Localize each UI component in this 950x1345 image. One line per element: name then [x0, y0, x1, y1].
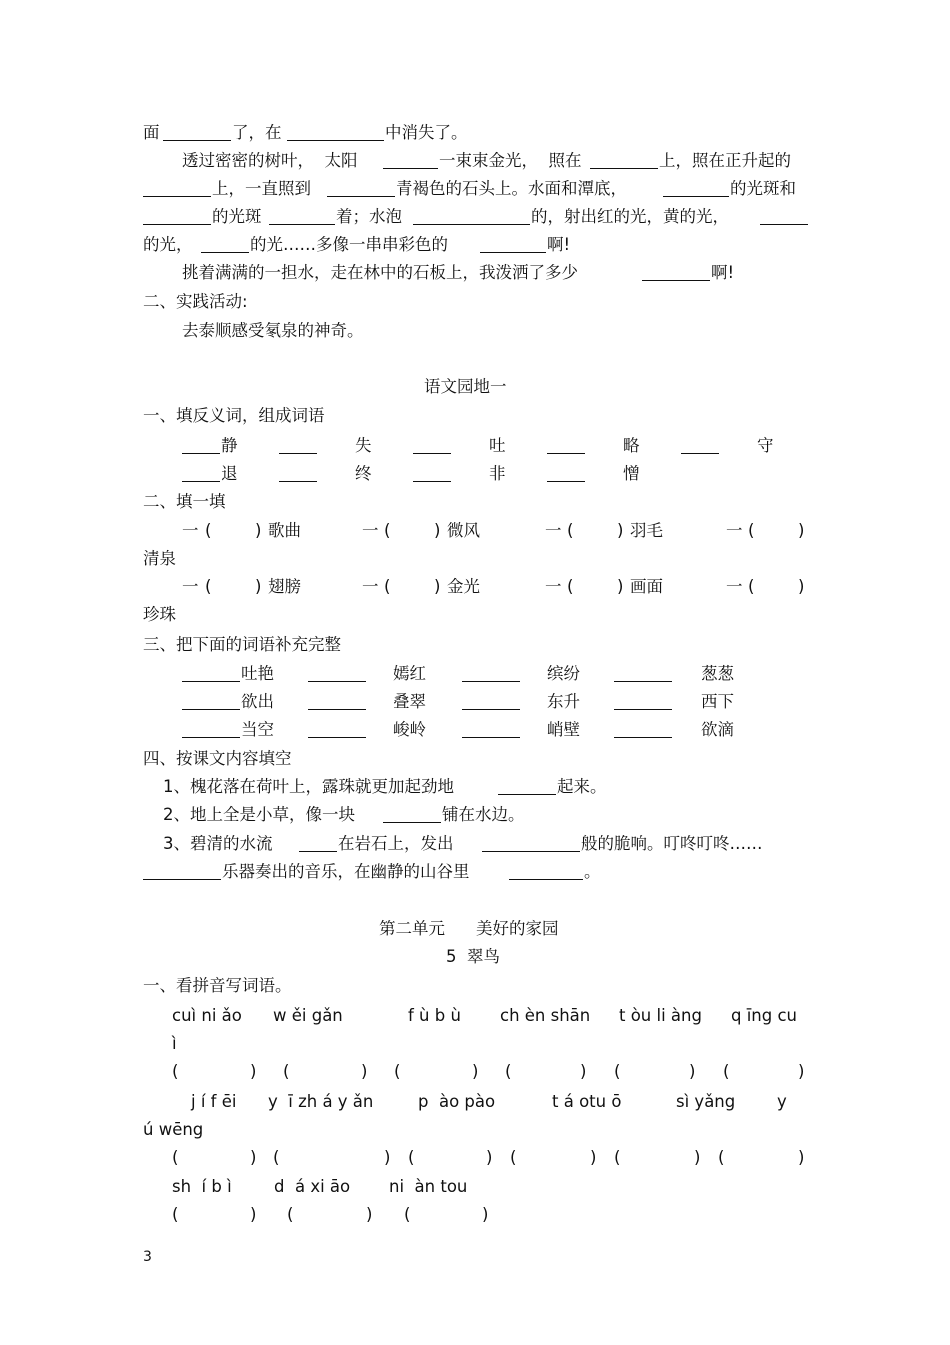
- blank: [498, 794, 556, 795]
- paren-open: (: [748, 521, 755, 540]
- paren-close: ): [590, 1148, 597, 1167]
- yi-char: 一: [726, 521, 743, 540]
- pinyin: sì yǎng: [676, 1092, 736, 1111]
- fill-word: 画面: [630, 577, 663, 596]
- paren-close: ): [798, 577, 805, 596]
- paren-open: (: [510, 1148, 517, 1167]
- passage-text: 一束束金光， 照在: [439, 151, 582, 170]
- blank: [182, 453, 220, 454]
- blank: [308, 681, 366, 682]
- blank: [482, 851, 580, 852]
- paren-close: ): [250, 1062, 257, 1081]
- passage-text: 的光，: [143, 235, 193, 254]
- paren-open: (: [723, 1062, 730, 1081]
- paren-close: ): [250, 1148, 257, 1167]
- paren-open: (: [408, 1148, 415, 1167]
- idiom-word: 葱葱: [701, 664, 734, 683]
- paren-close: ): [482, 1205, 489, 1224]
- q4-item: 起来。: [557, 777, 607, 796]
- pinyin: y: [777, 1092, 787, 1111]
- blank: [760, 224, 808, 225]
- blank: [462, 737, 520, 738]
- blank: [590, 168, 658, 169]
- pinyin: t òu li àng: [619, 1006, 702, 1025]
- paren-close: ): [689, 1062, 696, 1081]
- pinyin: ú wēng: [143, 1120, 204, 1139]
- pinyin: j í f ēi: [191, 1092, 237, 1111]
- paren-open: (: [404, 1205, 411, 1224]
- passage-text: 面: [143, 123, 160, 142]
- fill-word: 清泉: [143, 549, 176, 568]
- antonym-char: 略: [623, 436, 640, 455]
- idiom-word: 吐艳: [241, 664, 274, 683]
- passage-text: 透过密密的树叶， 太阳: [182, 151, 358, 170]
- paren-open: (: [205, 577, 212, 596]
- passage-text: 的光……多像一串串彩色的: [250, 235, 448, 254]
- blank: [279, 481, 317, 482]
- q4-item: 3、碧清的水流: [163, 834, 273, 853]
- pinyin: ch èn shān: [500, 1006, 591, 1025]
- paren-close: ): [617, 577, 624, 596]
- pinyin: y ī zh á y ǎn: [268, 1092, 374, 1111]
- antonym-char: 静: [221, 436, 238, 455]
- blank: [480, 252, 546, 253]
- passage-text: 的光斑: [212, 207, 262, 226]
- paren-close: ): [486, 1148, 493, 1167]
- blank: [201, 252, 249, 253]
- paren-close: ): [798, 521, 805, 540]
- blank: [383, 822, 441, 823]
- blank: [308, 737, 366, 738]
- blank: [143, 879, 221, 880]
- question-heading: 四、按课文内容填空: [143, 749, 292, 768]
- idiom-word: 当空: [241, 720, 274, 739]
- pinyin: t á otu ō: [552, 1092, 622, 1111]
- antonym-char: 憎: [623, 464, 640, 483]
- passage-text: 的，射出红的光，黄的光，: [531, 207, 729, 226]
- blank: [182, 737, 240, 738]
- paren-close: ): [580, 1062, 587, 1081]
- question-heading: 二、填一填: [143, 492, 226, 511]
- pinyin: ni àn tou: [389, 1177, 468, 1196]
- antonym-char: 失: [355, 436, 372, 455]
- idiom-word: 西下: [701, 692, 734, 711]
- pinyin: f ù b ù: [408, 1006, 461, 1025]
- paren-close: ): [798, 1148, 805, 1167]
- passage-text: 中消失了。: [385, 123, 468, 142]
- paren-open: (: [287, 1205, 294, 1224]
- fill-word: 歌曲: [268, 521, 301, 540]
- paren-close: ): [617, 521, 624, 540]
- paren-open: (: [505, 1062, 512, 1081]
- paren-open: (: [205, 521, 212, 540]
- blank: [547, 453, 585, 454]
- blank: [413, 481, 451, 482]
- paren-close: ): [434, 521, 441, 540]
- yi-char: 一: [182, 577, 199, 596]
- idiom-word: 东升: [547, 692, 580, 711]
- blank: [182, 709, 240, 710]
- question-heading: 一、填反义词，组成词语: [143, 406, 325, 425]
- passage-text: 啊!: [547, 235, 571, 254]
- blank: [163, 140, 231, 141]
- passage-text: 上，一直照到: [212, 179, 311, 198]
- passage-text: 上，照在正升起的: [659, 151, 791, 170]
- pinyin: w ěi gǎn: [273, 1006, 343, 1025]
- passage-text: 了，在: [232, 123, 282, 142]
- blank: [681, 453, 719, 454]
- blank: [614, 737, 672, 738]
- passage-text: 青褐色的石头上。水面和潭底，: [396, 179, 627, 198]
- paren-close: ): [434, 577, 441, 596]
- paren-close: ): [366, 1205, 373, 1224]
- antonym-char: 非: [489, 464, 506, 483]
- idiom-word: 嫣红: [393, 664, 426, 683]
- section-title: 语文园地一: [424, 377, 507, 396]
- idiom-word: 峻岭: [393, 720, 426, 739]
- question-heading: 一、看拼音写词语。: [143, 976, 292, 995]
- passage-text: 的光斑和: [730, 179, 796, 198]
- paren-close: ): [361, 1062, 368, 1081]
- idiom-word: 欲滴: [701, 720, 734, 739]
- blank: [279, 453, 317, 454]
- antonym-char: 守: [757, 436, 774, 455]
- section-heading: 二、实践活动:: [143, 292, 248, 311]
- idiom-word: 欲出: [241, 692, 274, 711]
- paren-open: (: [283, 1062, 290, 1081]
- paren-close: ): [250, 1205, 257, 1224]
- blank: [182, 681, 240, 682]
- fill-word: 微风: [447, 521, 480, 540]
- blank: [383, 168, 438, 169]
- pinyin: ì: [172, 1034, 177, 1053]
- paren-open: (: [384, 521, 391, 540]
- paren-open: (: [172, 1205, 179, 1224]
- passage-text: 着；水泡: [336, 207, 402, 226]
- paren-close: ): [255, 521, 262, 540]
- antonym-char: 终: [355, 464, 372, 483]
- blank: [663, 196, 729, 197]
- yi-char: 一: [182, 521, 199, 540]
- blank: [327, 196, 395, 197]
- unit-subtitle: 美好的家园: [476, 919, 559, 938]
- yi-char: 一: [545, 521, 562, 540]
- paren-open: (: [384, 577, 391, 596]
- idiom-word: 叠翠: [393, 692, 426, 711]
- paren-close: ): [255, 577, 262, 596]
- fill-word: 翅膀: [268, 577, 301, 596]
- blank: [642, 280, 710, 281]
- antonym-char: 退: [221, 464, 238, 483]
- passage-text: 去泰顺感受氡泉的神奇。: [182, 321, 364, 340]
- antonym-char: 吐: [489, 436, 506, 455]
- pinyin: sh í b ì: [172, 1177, 232, 1196]
- blank: [614, 681, 672, 682]
- page-number: 3: [143, 1249, 152, 1265]
- lesson-title: 5 翠鸟: [446, 947, 500, 966]
- passage-text: 挑着满满的一担水，走在林中的石板上，我泼洒了多少: [182, 263, 578, 282]
- paren-open: (: [614, 1148, 621, 1167]
- blank: [509, 879, 583, 880]
- blank: [413, 453, 451, 454]
- paren-close: ): [472, 1062, 479, 1081]
- pinyin: p ào pào: [418, 1092, 496, 1111]
- blank: [287, 140, 384, 141]
- paren-open: (: [172, 1062, 179, 1081]
- idiom-word: 缤纷: [547, 664, 580, 683]
- fill-word: 羽毛: [630, 521, 663, 540]
- q4-item: 般的脆响。叮咚叮咚……: [581, 834, 763, 853]
- paren-open: (: [718, 1148, 725, 1167]
- pinyin: cuì ni ǎo: [172, 1006, 242, 1025]
- blank: [462, 681, 520, 682]
- fill-word: 珍珠: [143, 605, 176, 624]
- paren-close: ): [384, 1148, 391, 1167]
- paren-open: (: [273, 1148, 280, 1167]
- q4-item: 在岩石上，发出: [338, 834, 454, 853]
- blank: [462, 709, 520, 710]
- yi-char: 一: [545, 577, 562, 596]
- blank: [299, 851, 337, 852]
- blank: [614, 709, 672, 710]
- paren-close: ): [694, 1148, 701, 1167]
- paren-open: (: [567, 521, 574, 540]
- question-heading: 三、把下面的词语补充完整: [143, 635, 341, 654]
- q4-item: 乐器奏出的音乐，在幽静的山谷里: [222, 862, 470, 881]
- yi-char: 一: [362, 521, 379, 540]
- blank: [308, 709, 366, 710]
- paren-open: (: [614, 1062, 621, 1081]
- blank: [413, 224, 530, 225]
- paren-open: (: [394, 1062, 401, 1081]
- idiom-word: 峭壁: [547, 720, 580, 739]
- blank: [547, 481, 585, 482]
- blank: [143, 196, 211, 197]
- fill-word: 金光: [447, 577, 480, 596]
- q4-item: 。: [584, 862, 601, 881]
- pinyin: d á xi āo: [274, 1177, 351, 1196]
- blank: [182, 481, 220, 482]
- yi-char: 一: [726, 577, 743, 596]
- blank: [269, 224, 335, 225]
- passage-text: 啊!: [711, 263, 735, 282]
- pinyin: q īng cu: [731, 1006, 798, 1025]
- q4-item: 1、槐花落在荷叶上，露珠就更加起劲地: [163, 777, 454, 796]
- unit-title: 第二单元: [379, 919, 445, 938]
- paren-open: (: [748, 577, 755, 596]
- yi-char: 一: [362, 577, 379, 596]
- blank: [143, 224, 211, 225]
- q4-item: 2、地上全是小草，像一块: [163, 805, 355, 824]
- paren-open: (: [567, 577, 574, 596]
- paren-close: ): [798, 1062, 805, 1081]
- q4-item: 铺在水边。: [442, 805, 525, 824]
- paren-open: (: [172, 1148, 179, 1167]
